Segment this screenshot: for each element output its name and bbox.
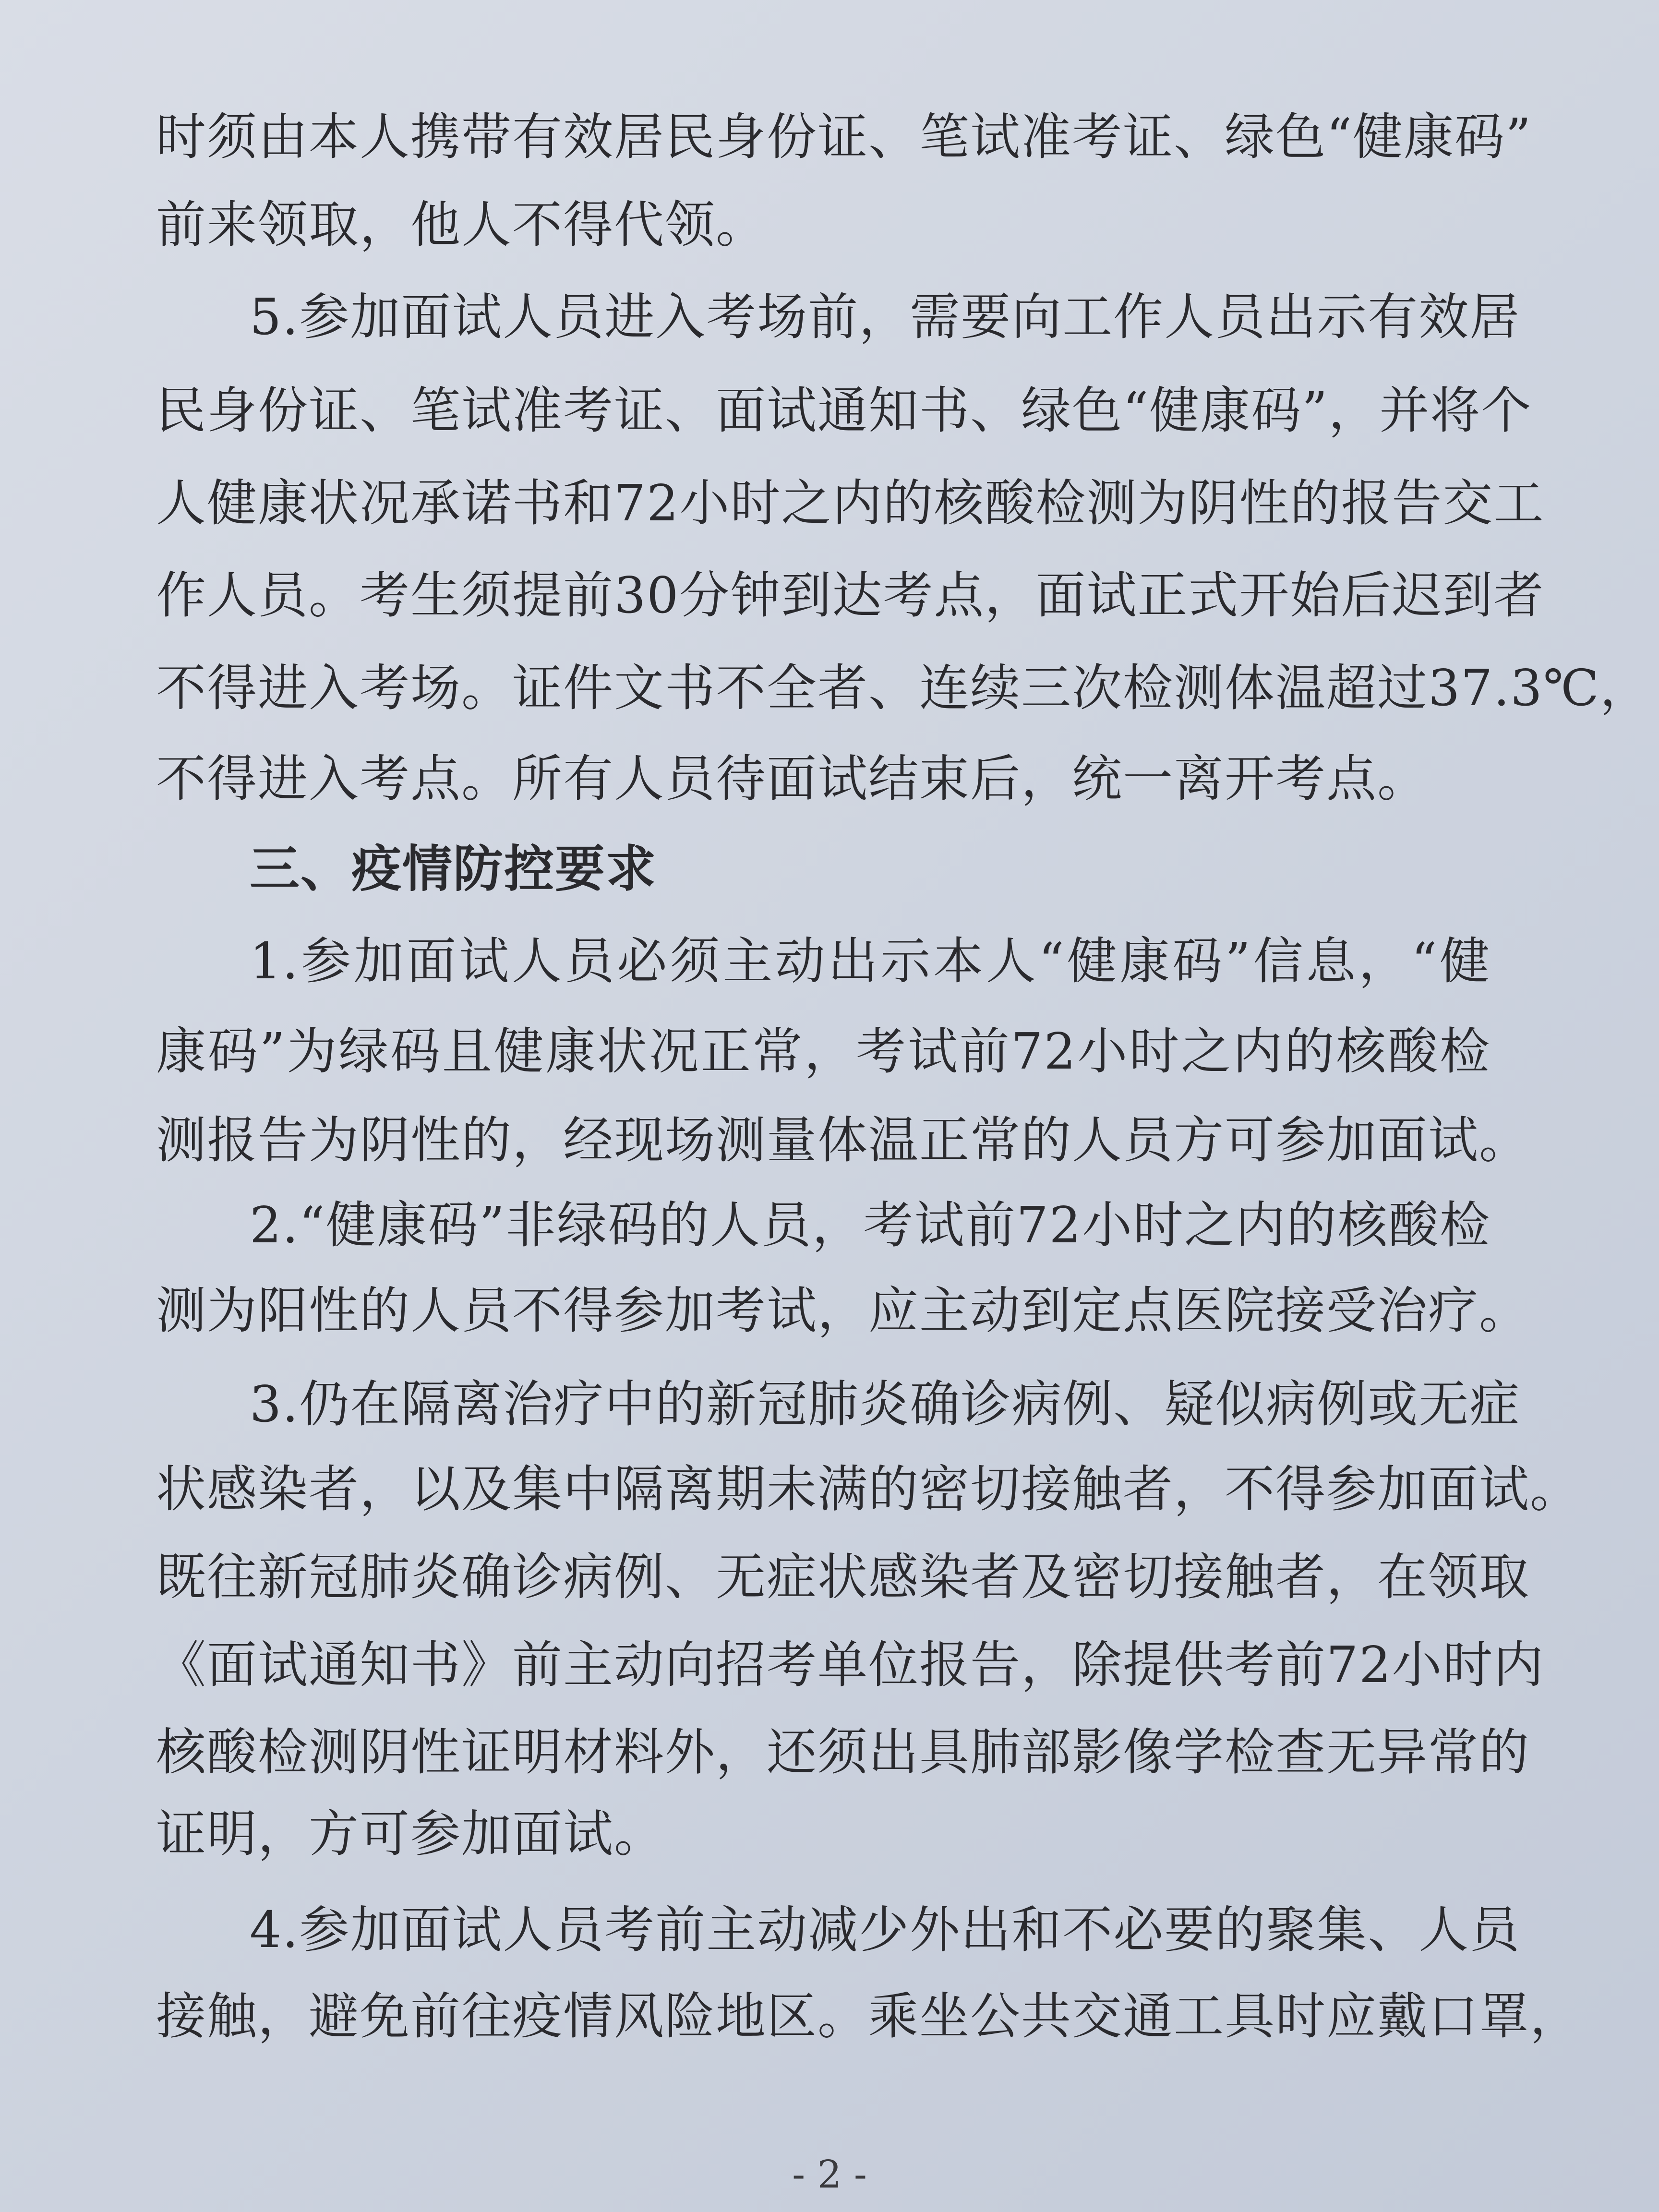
text-line: 作人员。考生须提前30分钟到达考点，面试正式开始后迟到者 [156,566,1545,625]
text-line: 1.参加面试人员必须主动出示本人“健康码”信息，“健 [250,932,1491,990]
text-line: 接触，避免前往疫情风险地区。乘坐公共交通工具时应戴口罩， [156,1987,1581,2045]
text-line: 康码”为绿码且健康状况正常，考试前72小时之内的核酸检 [156,1022,1491,1081]
text-line: 既往新冠肺炎确诊病例、无症状感染者及密切接触者，在领取 [156,1548,1530,1606]
text-line: 证明，方可参加面试。 [156,1804,665,1863]
text-line: 时须由本人携带有效居民身份证、笔试准考证、绿色“健康码” [156,108,1532,166]
text-line: 核酸检测阴性证明材料外，还须出具肺部影像学检查无异常的 [156,1723,1530,1781]
text-line: 测报告为阴性的，经现场测量体温正常的人员方可参加面试。 [156,1111,1530,1169]
text-line: 2.“健康码”非绿码的人员，考试前72小时之内的核酸检 [250,1196,1491,1254]
text-line: 3.仍在隔离治疗中的新冠肺炎确诊病例、疑似病例或无症 [250,1375,1521,1433]
text-line: 《面试通知书》前主动向招考单位报告，除提供考前72小时内 [156,1635,1545,1694]
text-line: 前来领取，他人不得代领。 [156,195,767,254]
section-heading: 三、疫情防控要求 [250,840,657,898]
text-line: 状感染者，以及集中隔离期未满的密切接触者，不得参加面试。 [156,1460,1581,1518]
text-line: 不得进入考点。所有人员待面试结束后，统一离开考点。 [156,749,1429,808]
text-line: 民身份证、笔试准考证、面试通知书、绿色“健康码”，并将个 [156,381,1532,440]
text-line: 测为阳性的人员不得参加考试，应主动到定点医院接受治疗。 [156,1281,1530,1340]
text-line: 5.参加面试人员进入考场前，需要向工作人员出示有效居 [250,288,1521,346]
text-line: 不得进入考场。证件文书不全者、连续三次检测体温超过37.3℃， [156,659,1651,717]
text-line: 人健康状况承诺书和72小时之内的核酸检测为阴性的报告交工 [156,474,1545,532]
page-number: - 2 - [792,2152,867,2197]
text-line: 4.参加面试人员考前主动减少外出和不必要的聚集、人员 [250,1900,1521,1959]
